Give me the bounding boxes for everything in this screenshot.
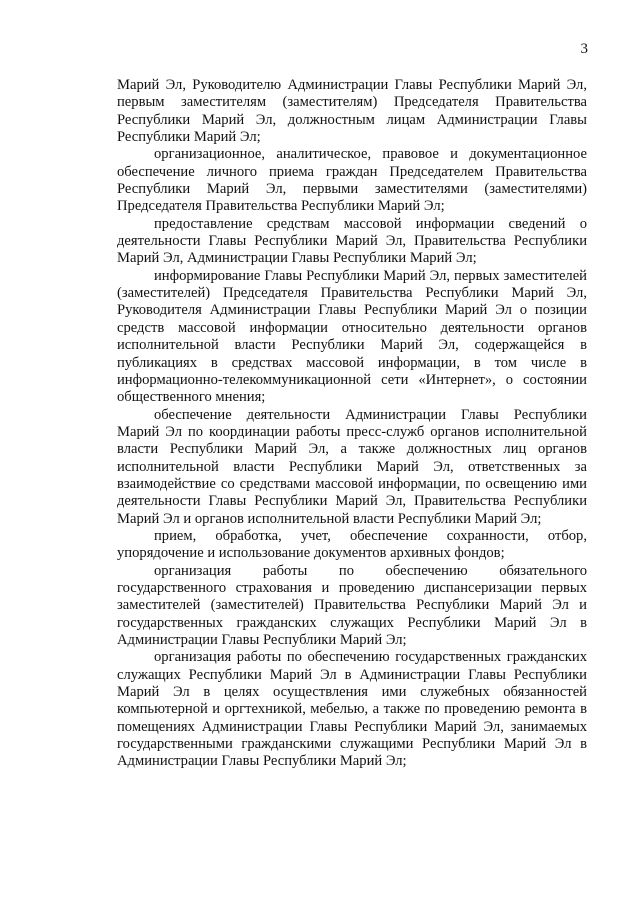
paragraph-insurance: организация работы по обеспечению обязательного государственного страхования и проведению диспансеризации первых заместителей (заместителей) Правительства Республики Марий Эл и государственных гражданских служащих Республики Марий Эл в Администрации Главы Республики Марий Эл; xyxy=(117,562,587,648)
paragraph-archives: прием, обработка, учет, обеспечение сохранности, отбор, упорядочение и использование документов архивных фондов; xyxy=(117,527,587,562)
paragraph-media-information: предоставление средствам массовой информации сведений о деятельности Главы Республики Марий Эл, Правительства Республики Марий Эл, Администрации Главы Республики Марий Эл; xyxy=(117,215,587,267)
document-body xyxy=(117,77,587,771)
paragraph-equipment-repair: организация работы по обеспечению государственных гражданских служащих Республики Марий Эл в Администрации Главы Республики Марий Эл в целях осуществления ими служебных обязанностей компьютерной и оргтехникой, мебелью, а также по проведению ремонта в помещениях Администрации Главы Республики Марий Эл, занимаемых государственными гражданскими служащими Республики Марий Эл в Администрации Главы Республики Марий Эл; xyxy=(117,649,587,770)
paragraph-press-services: обеспечение деятельности Администрации Главы Республики Марий Эл по координации работы пресс-служб органов исполнительной власти Республики Марий Эл, а также должностных лиц органов исполнительной власти Республики Марий Эл, ответственных за взаимодействие со средствами массовой информации, по освещению ими деятельности Главы Республики Марий Эл, Правительства Республики Марий Эл и органов исполнительной власти Республики Марий Эл; xyxy=(117,406,587,527)
paragraph-informing-head: информирование Главы Республики Марий Эл, первых заместителей (заместителей) Председателя Правительства Республики Марий Эл, Руководителя Администрации Главы Республики Марий Эл о позиции средств массовой информации относительно деятельности органов исполнительной власти Республики Марий Эл, содержащейся в публикациях в средствах массовой информации, в том числе в информационно-телекоммуникационной сети «Интернет», о состоянии общественного мнения; xyxy=(117,267,587,406)
page-number: 3 xyxy=(580,41,588,57)
paragraph-personal-reception: организационное, аналитическое, правовое и документационное обеспечение личного приема граждан Председателем Правительства Республики Марий Эл, первыми заместителями (заместителями) Председателя Правительства Республики Марий Эл; xyxy=(117,146,587,215)
paragraph-continuation: Марий Эл, Руководителю Администрации Главы Республики Марий Эл, первым заместителям (заместителям) Председателя Правительства Республики Марий Эл, должностным лицам Администрации Главы Республики Марий Эл; xyxy=(117,77,587,146)
